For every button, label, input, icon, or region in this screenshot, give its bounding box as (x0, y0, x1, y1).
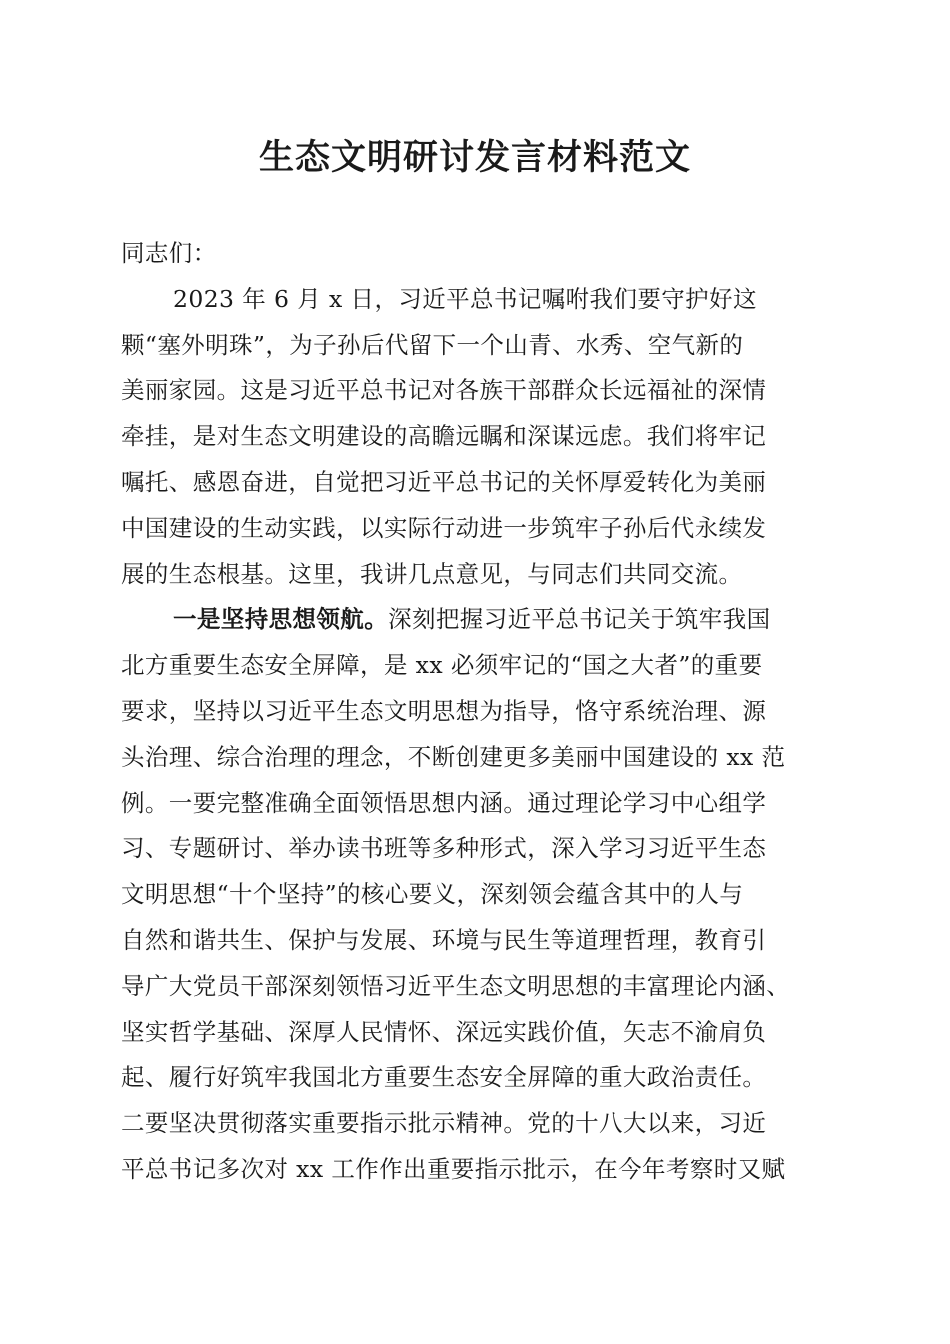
paragraph-line: 2023 年 6 月 x 日，习近平总书记嘱咐我们要守护好这 (173, 284, 757, 313)
paragraph-text: 深刻把握习近平总书记关于筑牢我国 (388, 605, 771, 634)
paragraph-line: 二要坚决贯彻落实重要指示批示精神。党的十八大以来，习近 (121, 1109, 767, 1138)
paragraph-line (121, 597, 829, 643)
page-title: 生态文明研讨发言材料范文 (258, 137, 691, 178)
paragraph-line: 颗“塞外明珠”，为子孙后代留下一个山青、水秀、空气新的 (121, 330, 744, 359)
paragraph-line: 起、履行好筑牢我国北方重要生态安全屏障的重大政治责任。 (121, 1063, 767, 1092)
paragraph-line: 牵挂，是对生态文明建设的高瞻远瞩和深谋远虑。我们将牢记 (121, 422, 767, 451)
paragraph-line: 头治理、综合治理的理念，不断创建更多美丽中国建设的 xx 范 (121, 742, 786, 771)
paragraph-line: 例。一要完整准确全面领悟思想内涵。通过理论学习中心组学 (121, 788, 767, 817)
paragraph-line: 展的生态根基。这里，我讲几点意见，与同志们共同交流。 (121, 559, 743, 588)
paragraph-line: 嘱托、感恩奋进，自觉把习近平总书记的关怀厚爱转化为美丽 (121, 467, 767, 496)
paragraph-line: 中国建设的生动实践，以实际行动进一步筑牢子孙后代永续发 (121, 513, 767, 542)
salutation: 同志们： (121, 239, 217, 267)
paragraph-line: 北方重要生态安全屏障，是 xx 必须牢记的“国之大者”的重要 (121, 651, 763, 680)
paragraph-line: 习、专题研讨、举办读书班等多种形式，深入学习习近平生态 (121, 834, 767, 863)
paragraph-line: 坚实哲学基础、深厚人民情怀、深远实践价值，矢志不渝肩负 (121, 1017, 767, 1046)
paragraph-line: 自然和谐共生、保护与发展、环境与民生等道理哲理，教育引 (121, 925, 767, 954)
document-body (121, 231, 829, 1193)
section-heading: 一是坚持思想领航。 (173, 605, 389, 634)
paragraph-line: 导广大党员干部深刻领悟习近平生态文明思想的丰富理论内涵、 (121, 971, 791, 1000)
paragraph-line: 平总书记多次对 xx 工作作出重要指示批示，在今年考察时又赋 (121, 1154, 786, 1183)
paragraph-line: 文明思想“十个坚持”的核心要义，深刻领会蕴含其中的人与 (121, 880, 744, 909)
paragraph-line: 要求，坚持以习近平生态文明思想为指导，恪守系统治理、源 (121, 696, 767, 725)
paragraph-line: 美丽家园。这是习近平总书记对各族干部群众长远福祉的深情 (121, 376, 767, 405)
